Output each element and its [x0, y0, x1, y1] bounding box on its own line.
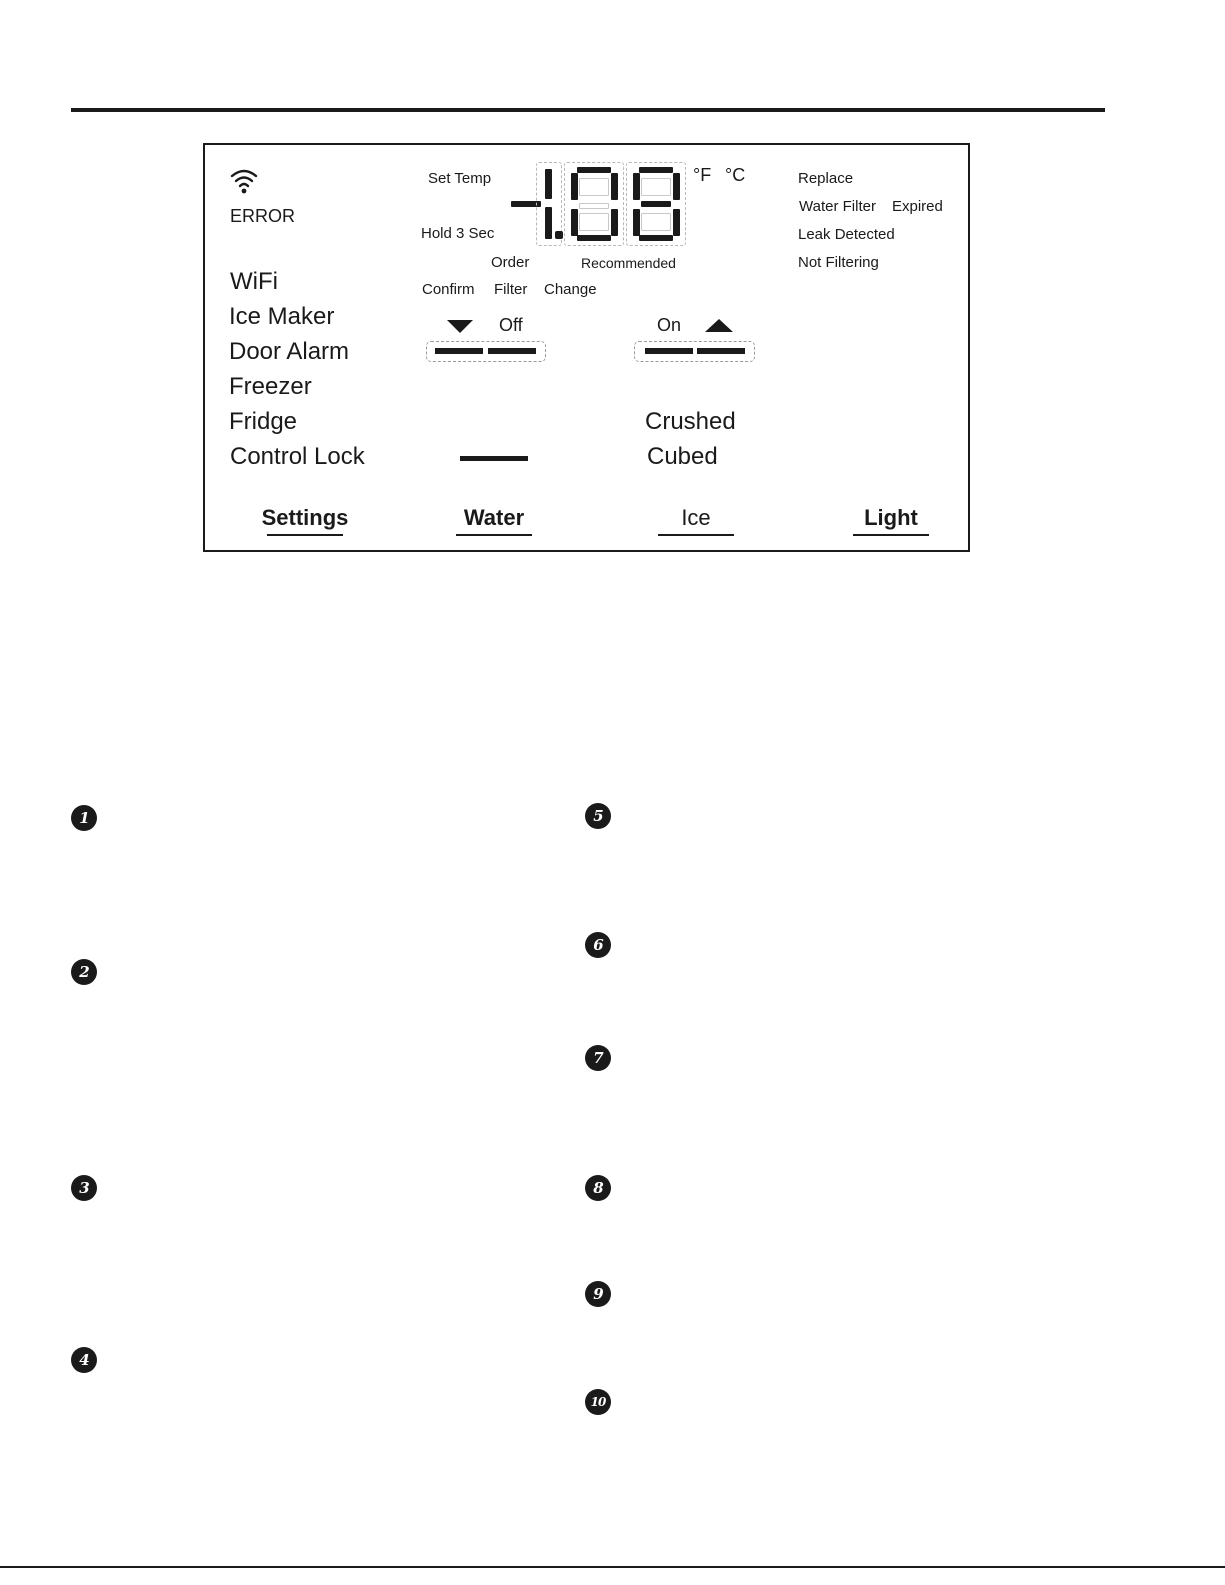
ice-underline	[658, 534, 734, 536]
expired-label: Expired	[892, 198, 943, 215]
digit-2-f	[571, 173, 578, 200]
settings-button-label: Settings	[261, 505, 349, 530]
off-label: Off	[499, 315, 523, 335]
off-bar-segment	[435, 348, 483, 354]
triangle-up-icon[interactable]	[705, 319, 733, 332]
digit-3-inner-bottom	[641, 213, 671, 231]
digit-2-a	[577, 167, 611, 173]
settings-underline	[267, 534, 343, 536]
callout-3-badge: 3	[71, 1175, 97, 1201]
top-rule	[71, 108, 1105, 112]
digit-3-c	[673, 209, 680, 236]
fridge-label: Fridge	[229, 408, 298, 435]
callout-10-badge: 10	[585, 1389, 611, 1415]
freezer-label: Freezer	[229, 373, 312, 400]
wifi-icon	[229, 167, 259, 195]
cubed-label: Cubed	[647, 443, 718, 470]
callout-4-badge: 4	[71, 1347, 97, 1373]
digit-2-c	[611, 209, 618, 236]
callout-5-badge: 5	[585, 803, 611, 829]
filter-label: Filter	[494, 281, 528, 298]
callout-2-badge: 2	[71, 959, 97, 985]
not-filtering-label: Not Filtering	[798, 254, 879, 271]
digit-2-e	[571, 209, 578, 236]
digit-2-inner-top	[579, 178, 609, 196]
digit-3-a	[639, 167, 673, 173]
on-label: On	[657, 315, 682, 335]
fahrenheit-unit: °F	[693, 165, 712, 185]
water-underline	[456, 534, 532, 536]
leak-detected-label: Leak Detected	[798, 226, 895, 243]
digit-2-d	[577, 235, 611, 241]
callout-8-badge: 8	[585, 1175, 611, 1201]
confirm-label: Confirm	[422, 281, 475, 298]
ice-maker-label: Ice Maker	[229, 303, 335, 330]
order-label: Order	[491, 254, 530, 271]
set-temp-label: Set Temp	[428, 170, 492, 187]
on-bar-segment	[697, 348, 745, 354]
digit-3-d	[639, 235, 673, 241]
ice-button-label: Ice	[681, 505, 711, 530]
callout-7-badge: 7	[585, 1045, 611, 1071]
callout-6-badge: 6	[585, 932, 611, 958]
wifi-label: WiFi	[230, 268, 278, 295]
decimal-point	[555, 231, 563, 239]
recommended-label: Recommended	[581, 255, 676, 271]
light-button-label: Light	[864, 505, 918, 530]
off-level-bar	[426, 341, 546, 362]
digit-3-inner-top	[641, 178, 671, 196]
digit-1-bottom	[545, 207, 552, 239]
bottom-rule	[0, 1566, 1225, 1568]
digit-1-top	[545, 169, 552, 199]
crushed-label: Crushed	[645, 408, 736, 435]
callout-9-badge: 9	[585, 1281, 611, 1307]
hold-label: Hold 3 Sec	[421, 225, 495, 242]
control-lock-label: Control Lock	[230, 443, 365, 470]
celsius-unit: °C	[725, 165, 746, 185]
callout-1-badge: 1	[71, 805, 97, 831]
water-filter-label: Water Filter	[799, 198, 876, 215]
water-button-label: Water	[463, 505, 525, 530]
digit-3-e	[633, 209, 640, 236]
digit-2-g	[579, 203, 609, 209]
digit-2-inner-bottom	[579, 213, 609, 231]
water-dash-indicator	[460, 456, 528, 461]
digit-3-f	[633, 173, 640, 200]
on-level-bar	[634, 341, 755, 362]
on-bar-segment	[645, 348, 693, 354]
error-indicator: ERROR	[230, 206, 296, 226]
digit-2-b	[611, 173, 618, 200]
control-panel	[203, 143, 970, 552]
triangle-down-icon[interactable]	[447, 320, 473, 333]
digit-3-g	[641, 201, 671, 207]
change-label: Change	[544, 281, 597, 298]
door-alarm-label: Door Alarm	[229, 338, 350, 365]
light-underline	[853, 534, 929, 536]
replace-label: Replace	[798, 170, 854, 187]
digit-3-b	[673, 173, 680, 200]
off-bar-segment	[488, 348, 536, 354]
